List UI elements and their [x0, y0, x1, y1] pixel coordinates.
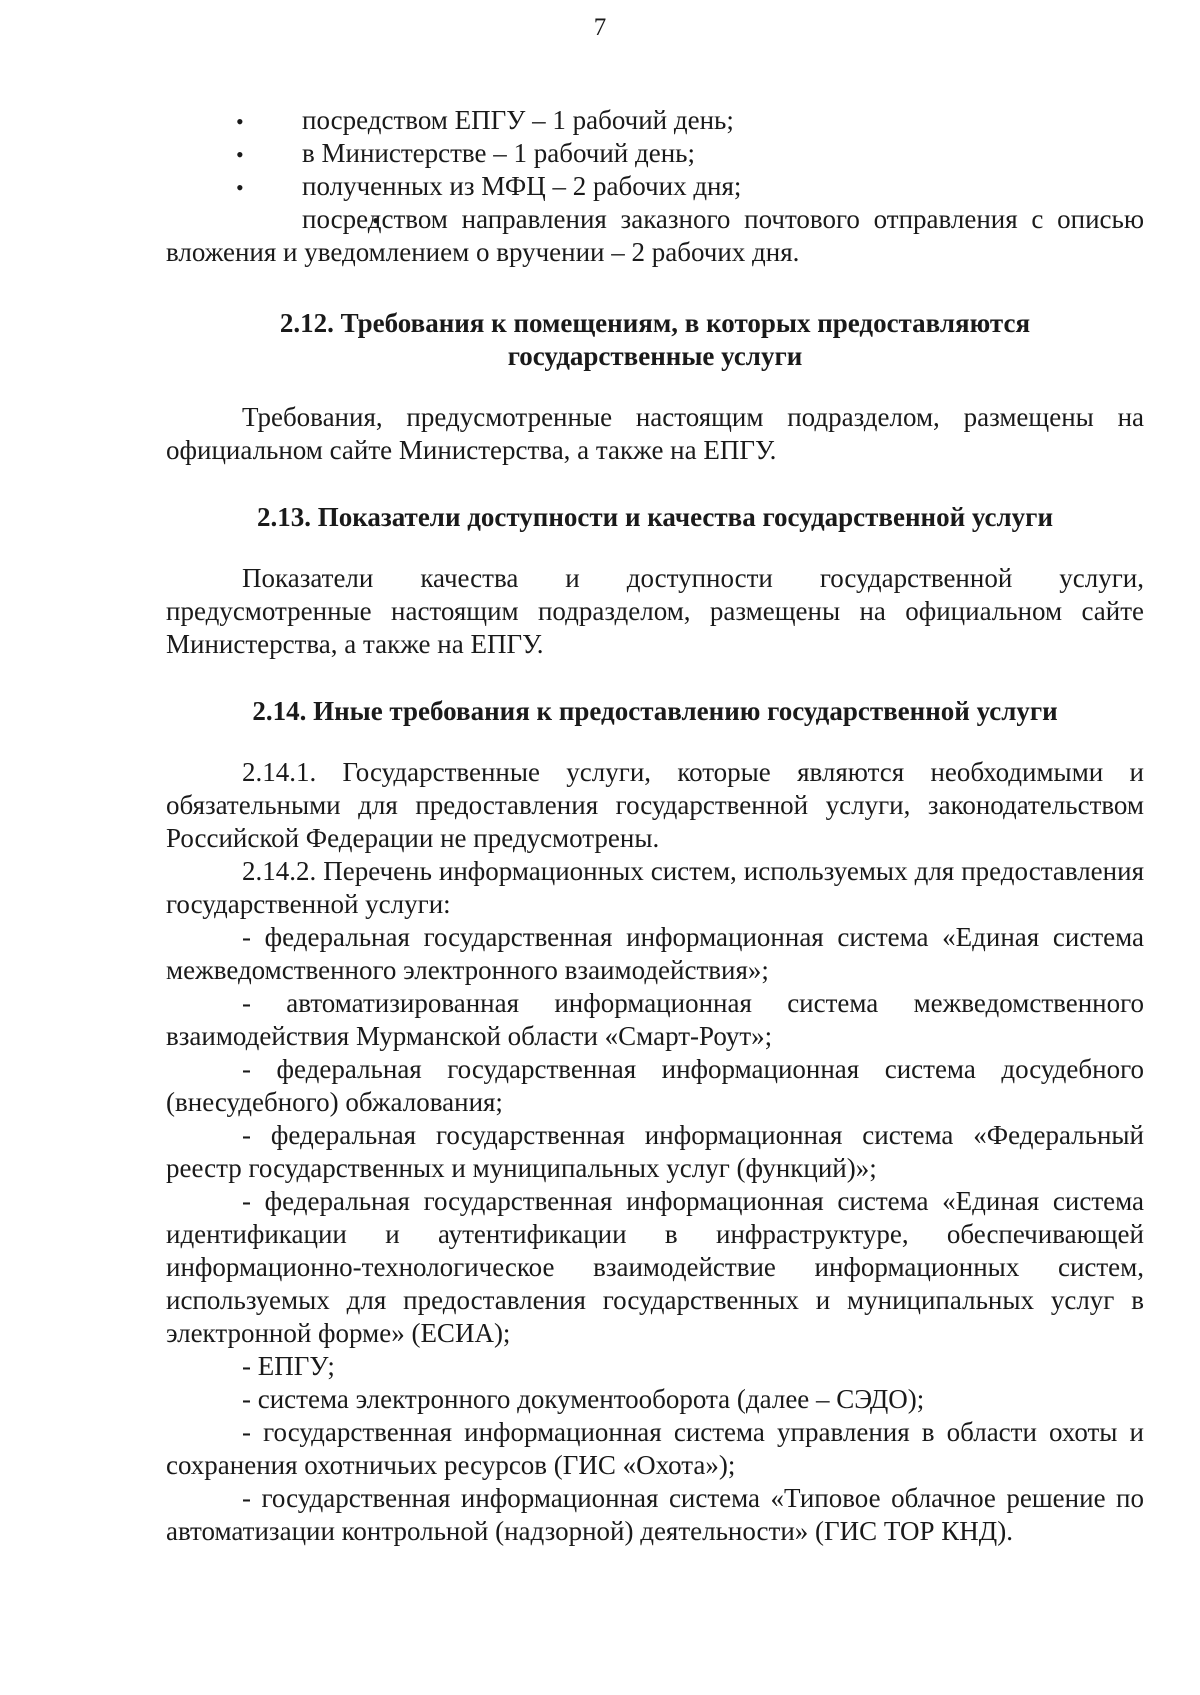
- bullet-item: • в Министерстве – 1 рабочий день;: [166, 137, 1144, 170]
- section-heading-2-13: 2.13. Показатели доступности и качества государственной услуги: [257, 502, 1053, 532]
- list-item: - федеральная государственная информационная система досудебного (внесудебного) обжалования;: [166, 1054, 1144, 1117]
- heading-line: 2.12. Требования к помещениям, в которых предоставляются: [279, 308, 1031, 338]
- list-item: - государственная информационная система управления в области охоты и сохранения охотничьих ресурсов (ГИС «Охота»);: [166, 1417, 1144, 1480]
- list-item: - государственная информационная система «Типовое облачное решение по автоматизации контрольной (надзорной) деятельности» (ГИС ТОР КНД).: [166, 1483, 1144, 1546]
- section-2-12-text: Требования, предусмотренные настоящим подразделом, размещены на официальном сайте Министерства, а также на ЕПГУ.: [166, 402, 1144, 465]
- list-item: - автоматизированная информационная система межведомственного взаимодействия Мурманской области «Смарт-Роут»;: [166, 988, 1144, 1051]
- section-2-14-paragraph: 2.14.1. Государственные услуги, которые являются необходимыми и обязательными для предоставления государственной услуги, законодательством Российской Федерации не предусмотрены.: [166, 757, 1144, 853]
- section-2-14-paragraph: 2.14.2. Перечень информационных систем, используемых для предоставления государственной услуги:: [166, 856, 1144, 919]
- list-item: - ЕПГУ;: [242, 1351, 335, 1381]
- list-item: - федеральная государственная информационная система «Единая система идентификации и аутентификации в инфраструктуре, обеспечивающей информационно-технологическое взаимодействие информационных систем, используемых для предоставления государственных и муниципальных услуг в электронной форме» (ЕСИА);: [166, 1186, 1144, 1348]
- bullet-item: • полученных из МФЦ – 2 рабочих дня;: [166, 170, 1144, 203]
- section-heading-2-12: [166, 307, 1144, 373]
- page-number: 7: [593, 14, 607, 41]
- bullet-item: • посредством ЕПГУ – 1 рабочий день;: [166, 104, 1144, 137]
- list-item: - система электронного документооборота (далее – СЭДО);: [242, 1384, 925, 1414]
- section-2-13-text: Показатели качества и доступности государственной услуги, предусмотренные настоящим подразделом, размещены на официальном сайте Министерства, а также на ЕПГУ.: [166, 563, 1144, 659]
- section-heading-2-14: 2.14. Иные требования к предоставлению государственной услуги: [252, 696, 1058, 726]
- heading-line: государственные услуги: [507, 341, 803, 371]
- list-item: - федеральная государственная информационная система «Единая система межведомственного электронного взаимодействия»;: [166, 922, 1144, 985]
- bullet-item: • посредством направления заказного почтового отправления с описью вложения и уведомлением о вручении – 2 рабочих дня.: [166, 203, 1144, 269]
- list-item: - федеральная государственная информационная система «Федеральный реестр государственных и муниципальных услуг (функций)»;: [166, 1120, 1144, 1183]
- document-body: [166, 104, 1144, 1548]
